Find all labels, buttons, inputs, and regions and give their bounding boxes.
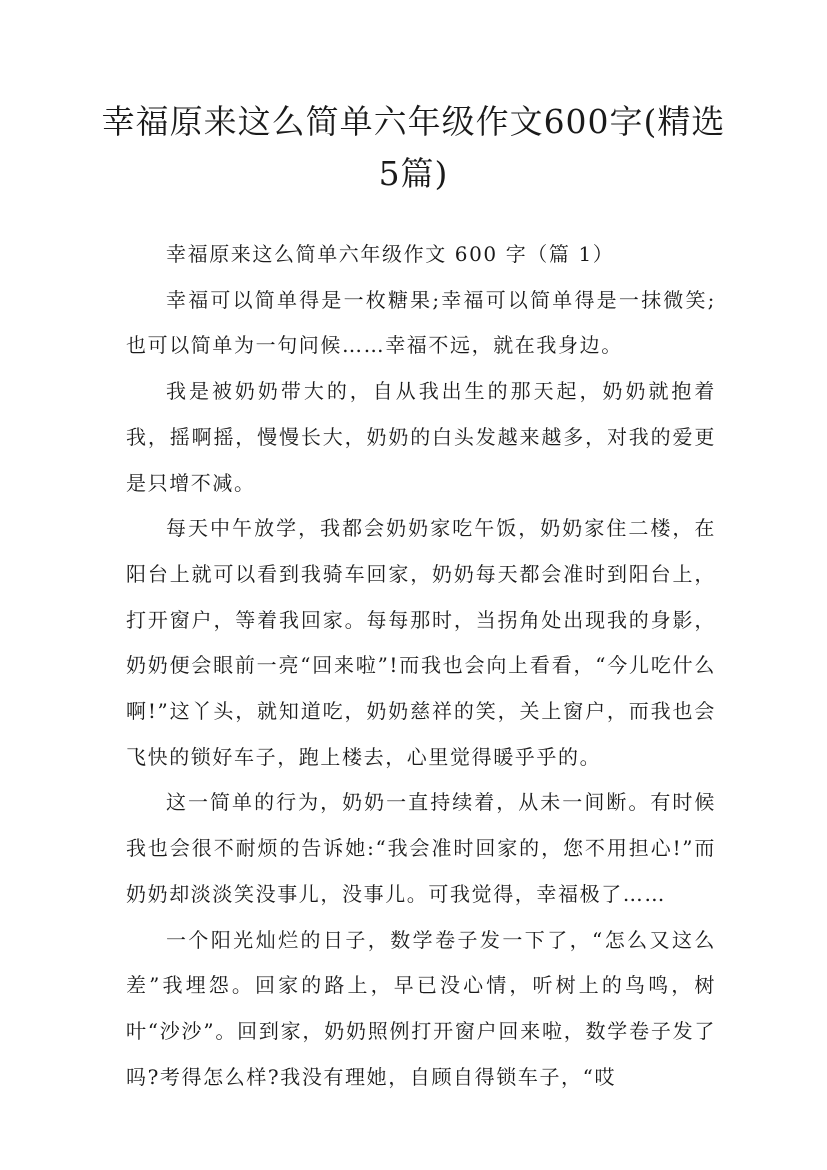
section-heading: 幸福原来这么简单六年级作文 600 字（篇 1） — [166, 242, 615, 266]
paragraph-3: 每天中午放学，我都会奶奶家吃午饭，奶奶家住二楼，在阳台上就可以看到我骑车回家，奶奶每天都会准时到阳台上，打开窗户，等着我回家。每每那时，当拐角处出现我的身影，奶奶便会眼前一亮“回来啦”!而我也会向上看看，“今儿吃什么啊!”这丫头，就知道吃，奶奶慈祥的笑，关上窗户，而我也会飞快的锁好车子，跑上楼去，心里觉得暖乎乎的。 — [126, 516, 716, 769]
paragraph-1: 幸福可以简单得是一枚糖果;幸福可以简单得是一抹微笑;也可以简单为一句问候……幸福不远，就在我身边。 — [126, 287, 716, 358]
title-line-1: 幸福原来这么简单六年级作文600字(精选 — [101, 102, 726, 141]
paragraph-2: 我是被奶奶带大的，自从我出生的那天起，奶奶就抱着我，摇啊摇，慢慢长大，奶奶的白头发越来越多，对我的爱更是只增不减。 — [126, 379, 716, 495]
document-title — [100, 96, 727, 200]
paragraph-5: 一个阳光灿烂的日子，数学卷子发一下了，“怎么又这么差”我埋怨。回家的路上，早已没心情，听树上的鸟鸣，树叶“沙沙”。回到家，奶奶照例打开窗户回来啦，数学卷子发了吗?考得怎么样?我没有理她，自顾自得锁车子，“哎 — [126, 927, 716, 1089]
title-line-2: 5篇) — [378, 154, 449, 193]
paragraph-4: 这一简单的行为，奶奶一直持续着，从未一间断。有时候我也会很不耐烦的告诉她:“我会准时回家的，您不用担心!”而奶奶却淡淡笑没事儿，没事儿。可我觉得，幸福极了…… — [126, 790, 716, 906]
document-body — [126, 232, 716, 1100]
